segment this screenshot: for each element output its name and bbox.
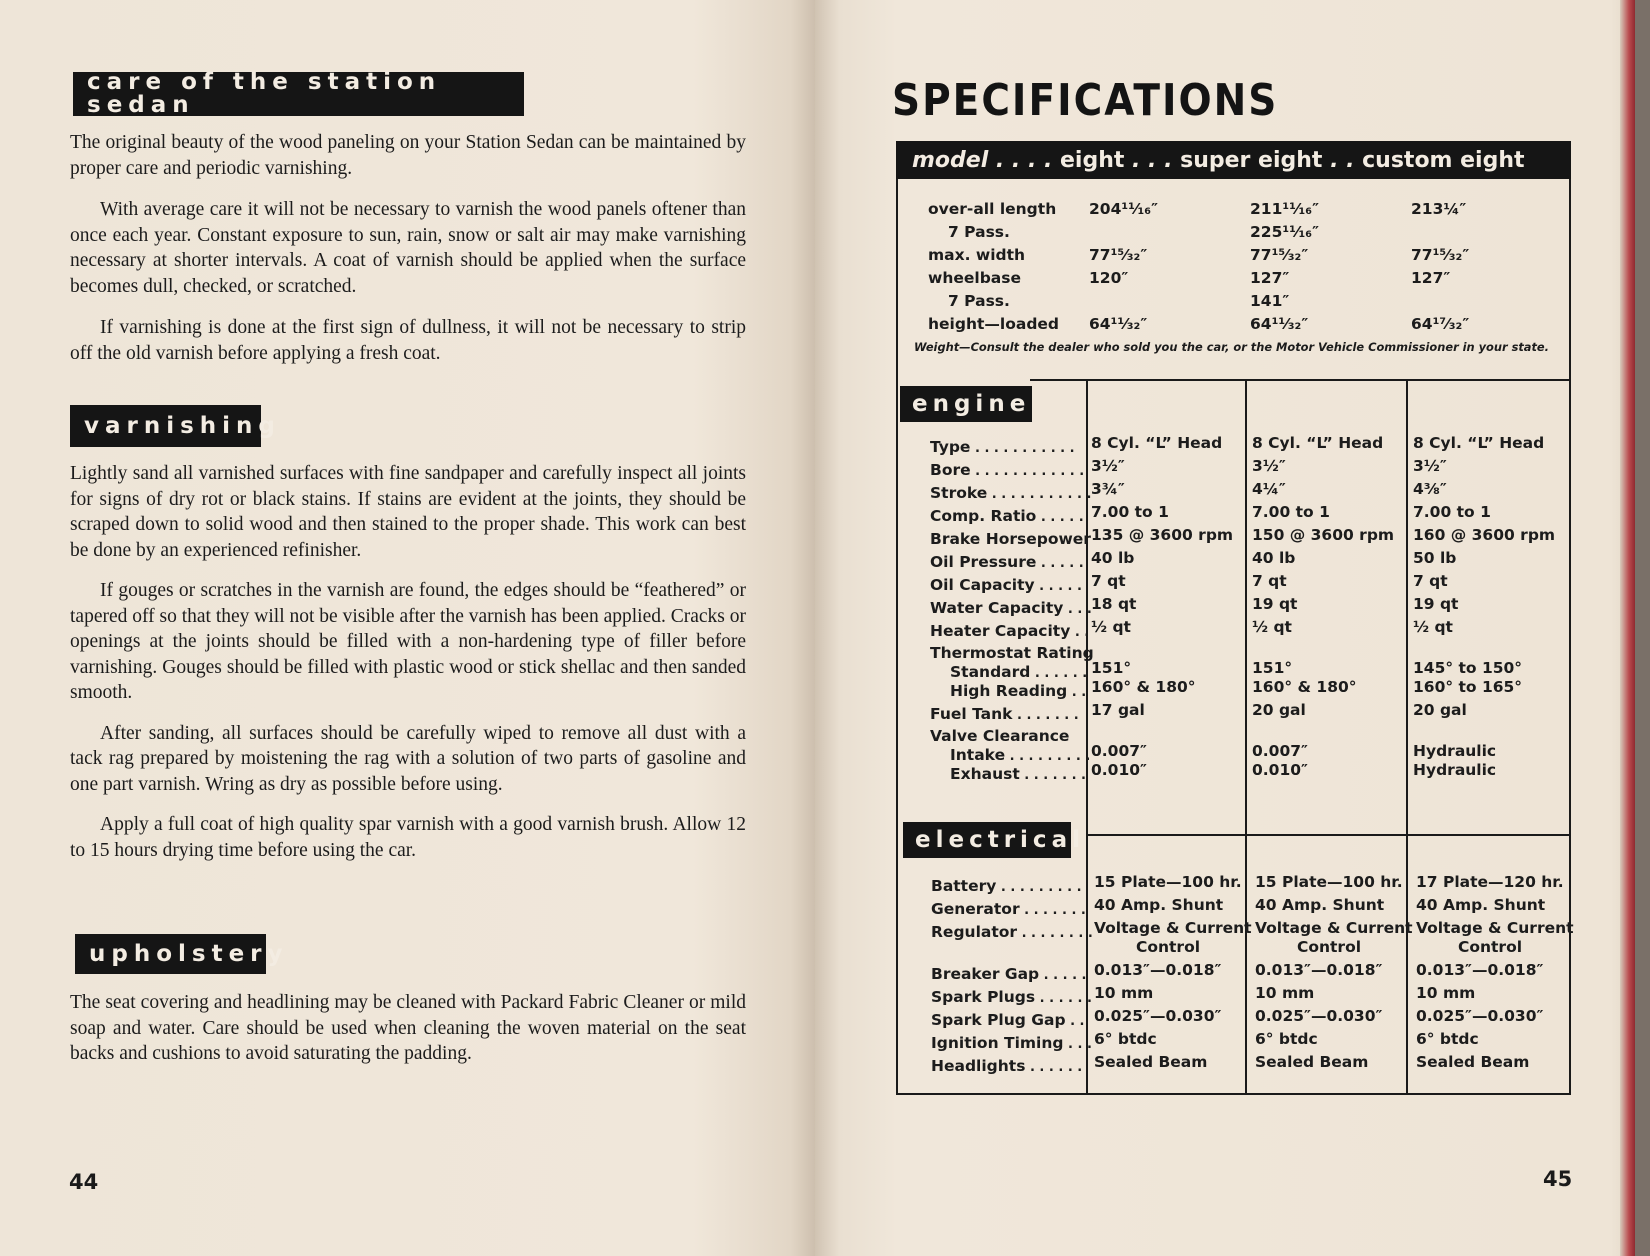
electrical-label-regulator — [931, 923, 1093, 941]
engine-label-fuel-tank — [930, 705, 1079, 723]
engine-label-text: Stroke — [930, 484, 988, 502]
engine-custom-eight-intake: Hydraulic — [1413, 742, 1497, 760]
engine-label-stroke — [930, 484, 1091, 502]
dim-custom-eight-max-width: 77¹⁵⁄₃₂″ — [1411, 246, 1470, 264]
leader-dots: . . . . . . — [1030, 666, 1088, 681]
engine-eight-intake: 0.007″ — [1091, 742, 1147, 760]
engine-custom-eight-comp-ratio: 7.00 to 1 — [1413, 503, 1491, 521]
leader-dots: . . — [1067, 685, 1087, 700]
electrical-eight-3: Control — [1135, 938, 1201, 956]
electrical-custom-eight-0: 17 Plate—120 hr. — [1416, 873, 1564, 891]
engine-super-eight-brake-horsepower: 150 @ 3600 rpm — [1252, 526, 1395, 544]
dim-label-wheelbase: wheelbase — [928, 269, 1021, 287]
electrical-super-eight-5: 10 mm — [1255, 984, 1315, 1002]
heading-upholstery: upholstery — [75, 934, 266, 974]
engine-super-eight-oil-capacity: 7 qt — [1252, 572, 1287, 590]
model-dots: . . — [1322, 147, 1363, 173]
leader-dots: . . . . . . — [1025, 1060, 1083, 1075]
varnishing-paragraph-4: Apply a full coat of high quality spar varnish with a good varnish brush. Allow 12 to 15 hours drying time before using the car. — [70, 814, 746, 861]
engine-eight-comp-ratio: 7.00 to 1 — [1091, 503, 1169, 521]
upholstery-text — [70, 990, 746, 1067]
engine-super-eight-heater-capacity: ½ qt — [1252, 618, 1292, 636]
leader-dots: . . . . . — [1039, 968, 1087, 983]
page-number-left: 44 — [69, 1170, 99, 1194]
engine-label-text: Heater Capacity — [930, 622, 1071, 640]
engine-eight-oil-capacity: 7 qt — [1091, 572, 1126, 590]
electrical-label-battery — [931, 877, 1082, 895]
engine-super-eight-type: 8 Cyl. “L” Head — [1252, 434, 1384, 452]
electrical-label-headlights — [931, 1057, 1082, 1075]
engine-super-eight-stroke: 4¼″ — [1252, 480, 1286, 498]
electrical-super-eight-8: Sealed Beam — [1255, 1053, 1369, 1071]
engine-label-text: Oil Pressure — [930, 553, 1037, 571]
engine-label-text: Thermostat Rating — [930, 644, 1094, 662]
engine-label-oil-capacity — [930, 576, 1082, 594]
column-divider-2 — [1245, 380, 1247, 1095]
engine-eight-fuel-tank: 17 gal — [1091, 701, 1145, 719]
electrical-custom-eight-7: 6° btdc — [1416, 1030, 1479, 1048]
electrical-label-text: Battery — [931, 877, 997, 895]
leader-dots: . . . . . . . . . — [996, 880, 1082, 895]
engine-label-text: High Reading — [950, 682, 1068, 700]
electrical-divider — [1086, 834, 1571, 836]
electrical-custom-eight-6: 0.025″—0.030″ — [1416, 1007, 1544, 1025]
dim-super-eight-max-width: 77¹⁵⁄₃₂″ — [1250, 246, 1309, 264]
engine-custom-eight-exhaust: Hydraulic — [1413, 761, 1497, 779]
engine-custom-eight-fuel-tank: 20 gal — [1413, 701, 1467, 719]
engine-eight-standard: 151° — [1091, 659, 1132, 677]
engine-label-text: Bore — [930, 461, 971, 479]
engine-eight-oil-pressure: 40 lb — [1091, 549, 1135, 567]
engine-heading: engine — [900, 386, 1032, 422]
heading-varnishing: varnishing — [70, 405, 261, 447]
electrical-label-text: Spark Plug Gap — [931, 1011, 1066, 1029]
dim-eight-over-all-length: 204¹¹⁄₁₆″ — [1089, 200, 1159, 218]
engine-eight-bore: 3½″ — [1091, 457, 1125, 475]
care-text — [70, 130, 746, 366]
electrical-custom-eight-5: 10 mm — [1416, 984, 1476, 1002]
engine-custom-eight-oil-pressure: 50 lb — [1413, 549, 1457, 567]
electrical-super-eight-6: 0.025″—0.030″ — [1255, 1007, 1383, 1025]
engine-eight-high-reading: 160° & 180° — [1091, 678, 1196, 696]
electrical-label-spark-plugs — [931, 988, 1092, 1006]
engine-custom-eight-bore: 3½″ — [1413, 457, 1447, 475]
electrical-super-eight-1: 40 Amp. Shunt — [1255, 896, 1385, 914]
leader-dots: . . . . . . — [1035, 991, 1092, 1006]
leader-dots: . . . . . — [1036, 510, 1084, 525]
electrical-label-breaker-gap — [931, 965, 1086, 983]
engine-label-heater-capacity — [930, 622, 1089, 640]
care-paragraph-1: The original beauty of the wood paneling on your Station Sedan can be maintained by proper care and periodic varnishing. — [70, 132, 746, 179]
engine-label-thermostat-rating — [930, 644, 1094, 662]
electrical-eight-5: 10 mm — [1094, 984, 1154, 1002]
electrical-label-text: Regulator — [931, 923, 1018, 941]
leader-dots: . . . — [1063, 1037, 1092, 1052]
heading-care-of-station-sedan: care of the station sedan — [73, 72, 524, 116]
engine-label-text: Brake Horsepower — [930, 530, 1091, 548]
engine-label-bore — [930, 461, 1084, 479]
engine-custom-eight-oil-capacity: 7 qt — [1413, 572, 1448, 590]
leader-dots: . . . . . . . — [1019, 903, 1086, 918]
model-super-eight-label: super eight — [1180, 147, 1323, 173]
dim-custom-eight-over-all-length: 213¼″ — [1411, 200, 1467, 218]
care-paragraph-2: With average care it will not be necessary to varnish the wood panels oftener than once each year. Constant exposure to sun, rain, snow or salt air may make varnishing necessary at shorter intervals. A coat of varnish should be applied when the surface becomes dull, checked, or scratched. — [70, 199, 746, 297]
leader-dots: . . . . . . . . . . . — [987, 487, 1092, 502]
electrical-custom-eight-8: Sealed Beam — [1416, 1053, 1530, 1071]
electrical-eight-2: Voltage & Current — [1094, 919, 1252, 937]
dim-label-height-loaded: height—loaded — [928, 315, 1060, 333]
leader-dots: . . . . . . . . . — [1005, 749, 1091, 764]
engine-label-exhaust — [950, 765, 1086, 783]
engine-label-high-reading — [950, 682, 1086, 700]
engine-custom-eight-brake-horsepower: 160 @ 3600 rpm — [1413, 526, 1556, 544]
electrical-eight-4: 0.013″—0.018″ — [1094, 961, 1222, 979]
table-right-border — [1569, 179, 1571, 1095]
electrical-label-generator — [931, 900, 1086, 918]
leader-dots: . . — [1070, 625, 1090, 640]
engine-super-eight-high-reading: 160° & 180° — [1252, 678, 1357, 696]
dim-eight-height-loaded: 64¹¹⁄₃₂″ — [1089, 315, 1148, 333]
electrical-custom-eight-4: 0.013″—0.018″ — [1416, 961, 1544, 979]
engine-super-eight-exhaust: 0.010″ — [1252, 761, 1308, 779]
engine-label-comp-ratio — [930, 507, 1084, 525]
varnishing-text — [70, 461, 746, 863]
engine-label-text: Intake — [950, 746, 1006, 764]
engine-label-intake — [950, 746, 1090, 764]
engine-label-text: Standard — [950, 663, 1031, 681]
engine-super-eight-water-capacity: 19 qt — [1252, 595, 1298, 613]
model-header-bar — [896, 141, 1571, 179]
leader-dots: . . . . . . . . — [1017, 926, 1093, 941]
engine-label-valve-clearance — [930, 727, 1069, 745]
leader-dots: . . . . . . . — [1019, 768, 1087, 783]
electrical-label-text: Ignition Timing — [931, 1034, 1064, 1052]
engine-label-text: Oil Capacity — [930, 576, 1035, 594]
electrical-label-text: Generator — [931, 900, 1020, 918]
dim-eight-max-width: 77¹⁵⁄₃₂″ — [1089, 246, 1148, 264]
engine-label-water-capacity — [930, 599, 1092, 617]
table-bottom-border — [896, 1093, 1571, 1095]
leader-dots: . . . . . . . . . . . — [970, 441, 1075, 456]
book-edge — [1620, 0, 1635, 1256]
dim-super-eight-wheelbase-7-pass: 141″ — [1250, 292, 1290, 310]
electrical-super-eight-0: 15 Plate—100 hr. — [1255, 873, 1403, 891]
electrical-super-eight-2: Voltage & Current — [1255, 919, 1413, 937]
upholstery-paragraph-1: The seat covering and headlining may be cleaned with Packard Fabric Cleaner or mild soap and water. Care should be used when cleaning the woven material on the seat backs and cushions to avoid saturating the padding. — [70, 992, 746, 1064]
engine-eight-brake-horsepower: 135 @ 3600 rpm — [1091, 526, 1234, 544]
leader-dots: . . . . . . . — [1012, 708, 1079, 723]
model-dots: . . . . — [988, 147, 1060, 173]
column-divider-3 — [1406, 380, 1408, 1095]
left-page — [0, 0, 815, 1256]
leader-dots: . . . . . — [1034, 579, 1082, 594]
dim-label-length-7-pass: 7 Pass. — [948, 223, 1010, 241]
engine-super-eight-intake: 0.007″ — [1252, 742, 1308, 760]
care-paragraph-3: If varnishing is done at the first sign of dullness, it will not be necessary to strip off the old varnish before applying a fresh coat. — [70, 317, 746, 364]
engine-custom-eight-type: 8 Cyl. “L” Head — [1413, 434, 1545, 452]
engine-super-eight-bore: 3½″ — [1252, 457, 1286, 475]
electrical-label-text: Breaker Gap — [931, 965, 1040, 983]
engine-super-eight-oil-pressure: 40 lb — [1252, 549, 1296, 567]
leader-dots: . . . — [1063, 602, 1092, 617]
dim-label-over-all-length: over-all length — [928, 200, 1057, 218]
electrical-super-eight-7: 6° btdc — [1255, 1030, 1318, 1048]
electrical-eight-6: 0.025″—0.030″ — [1094, 1007, 1222, 1025]
electrical-custom-eight-3: Control — [1457, 938, 1523, 956]
engine-label-text: Type — [930, 438, 971, 456]
engine-label-text: Valve Clearance — [930, 727, 1070, 745]
engine-super-eight-fuel-tank: 20 gal — [1252, 701, 1306, 719]
engine-label-text: Water Capacity — [930, 599, 1064, 617]
dim-custom-eight-height-loaded: 64¹⁷⁄₃₂″ — [1411, 315, 1470, 333]
model-label: model — [912, 147, 989, 173]
electrical-label-ignition-timing — [931, 1034, 1092, 1052]
dim-super-eight-over-all-length: 211¹¹⁄₁₆″ — [1250, 200, 1320, 218]
engine-custom-eight-water-capacity: 19 qt — [1413, 595, 1459, 613]
engine-super-eight-standard: 151° — [1252, 659, 1293, 677]
weight-note: Weight—Consult the dealer who sold you the car, or the Motor Vehicle Commissioner in your state. — [914, 340, 1549, 354]
electrical-eight-1: 40 Amp. Shunt — [1094, 896, 1224, 914]
electrical-label-spark-plug-gap — [931, 1011, 1084, 1029]
leader-dots: . . — [1065, 1014, 1085, 1029]
model-eight-label: eight — [1059, 147, 1125, 173]
varnishing-paragraph-2: If gouges or scratches in the varnish are found, the edges should be “feathered” or tapered off so that they will not be visible after the varnish has been applied. Cracks or openings at the joints should be filled with a non-hardening type of filler before varnishing. Gouges should be filled with plastic wood or stick shellac and then sanded smooth. — [70, 580, 746, 703]
dim-label-max-width: max. width — [928, 246, 1026, 264]
engine-custom-eight-stroke: 4⅜″ — [1413, 480, 1447, 498]
table-left-border — [896, 179, 898, 1095]
electrical-heading: electrical — [903, 822, 1071, 858]
dim-eight-wheelbase: 120″ — [1089, 269, 1129, 287]
page-number-right: 45 — [1543, 1167, 1573, 1191]
dim-super-eight-wheelbase: 127″ — [1250, 269, 1290, 287]
leader-dots: . . . . . . . . . . . . — [970, 464, 1085, 479]
dim-super-eight-height-loaded: 64¹¹⁄₃₂″ — [1250, 315, 1309, 333]
engine-eight-heater-capacity: ½ qt — [1091, 618, 1131, 636]
engine-label-oil-pressure — [930, 553, 1084, 571]
engine-super-eight-comp-ratio: 7.00 to 1 — [1252, 503, 1330, 521]
leader-dots: . . . . . — [1036, 556, 1084, 571]
engine-eight-exhaust: 0.010″ — [1091, 761, 1147, 779]
model-dots: . . . — [1124, 147, 1181, 173]
electrical-super-eight-3: Control — [1296, 938, 1362, 956]
dim-custom-eight-wheelbase: 127″ — [1411, 269, 1451, 287]
engine-label-text: Fuel Tank — [930, 705, 1013, 723]
engine-label-type — [930, 438, 1075, 456]
electrical-eight-8: Sealed Beam — [1094, 1053, 1208, 1071]
varnishing-paragraph-1: Lightly sand all varnished surfaces with fine sandpaper and carefully inspect all joints for signs of dry rot or black stains. If stains are evident at the joints, they should be scraped down to solid wood and then stained to the proper shade. This work can best be done by an experienced refinisher. — [70, 463, 746, 561]
dimensions-divider — [1030, 379, 1571, 381]
varnishing-paragraph-3: After sanding, all surfaces should be carefully wiped to remove all dust with a tack rag prepared by moistening the rag with a solution of two parts of gasoline and one part varnish. Wring as dry as possible before using. — [70, 722, 746, 795]
engine-label-text: Exhaust — [950, 765, 1020, 783]
electrical-super-eight-4: 0.013″—0.018″ — [1255, 961, 1383, 979]
dim-super-eight-length-7-pass: 225¹¹⁄₁₆″ — [1250, 223, 1320, 241]
electrical-eight-7: 6° btdc — [1094, 1030, 1157, 1048]
engine-custom-eight-heater-capacity: ½ qt — [1413, 618, 1453, 636]
engine-label-text: Comp. Ratio — [930, 507, 1037, 525]
engine-eight-type: 8 Cyl. “L” Head — [1091, 434, 1223, 452]
electrical-eight-0: 15 Plate—100 hr. — [1094, 873, 1242, 891]
engine-label-standard — [950, 663, 1087, 681]
engine-custom-eight-high-reading: 160° to 165° — [1413, 678, 1523, 696]
electrical-custom-eight-1: 40 Amp. Shunt — [1416, 896, 1546, 914]
specifications-title: SPECIFICATIONS — [892, 76, 1279, 127]
model-custom-eight-label: custom eight — [1362, 147, 1525, 173]
engine-eight-stroke: 3¾″ — [1091, 480, 1125, 498]
engine-label-brake-horsepower — [930, 530, 1091, 548]
electrical-custom-eight-2: Voltage & Current — [1416, 919, 1574, 937]
electrical-label-text: Headlights — [931, 1057, 1026, 1075]
dim-label-wheelbase-7-pass: 7 Pass. — [948, 292, 1010, 310]
engine-eight-water-capacity: 18 qt — [1091, 595, 1137, 613]
electrical-label-text: Spark Plugs — [931, 988, 1036, 1006]
engine-custom-eight-standard: 145° to 150° — [1413, 659, 1523, 677]
